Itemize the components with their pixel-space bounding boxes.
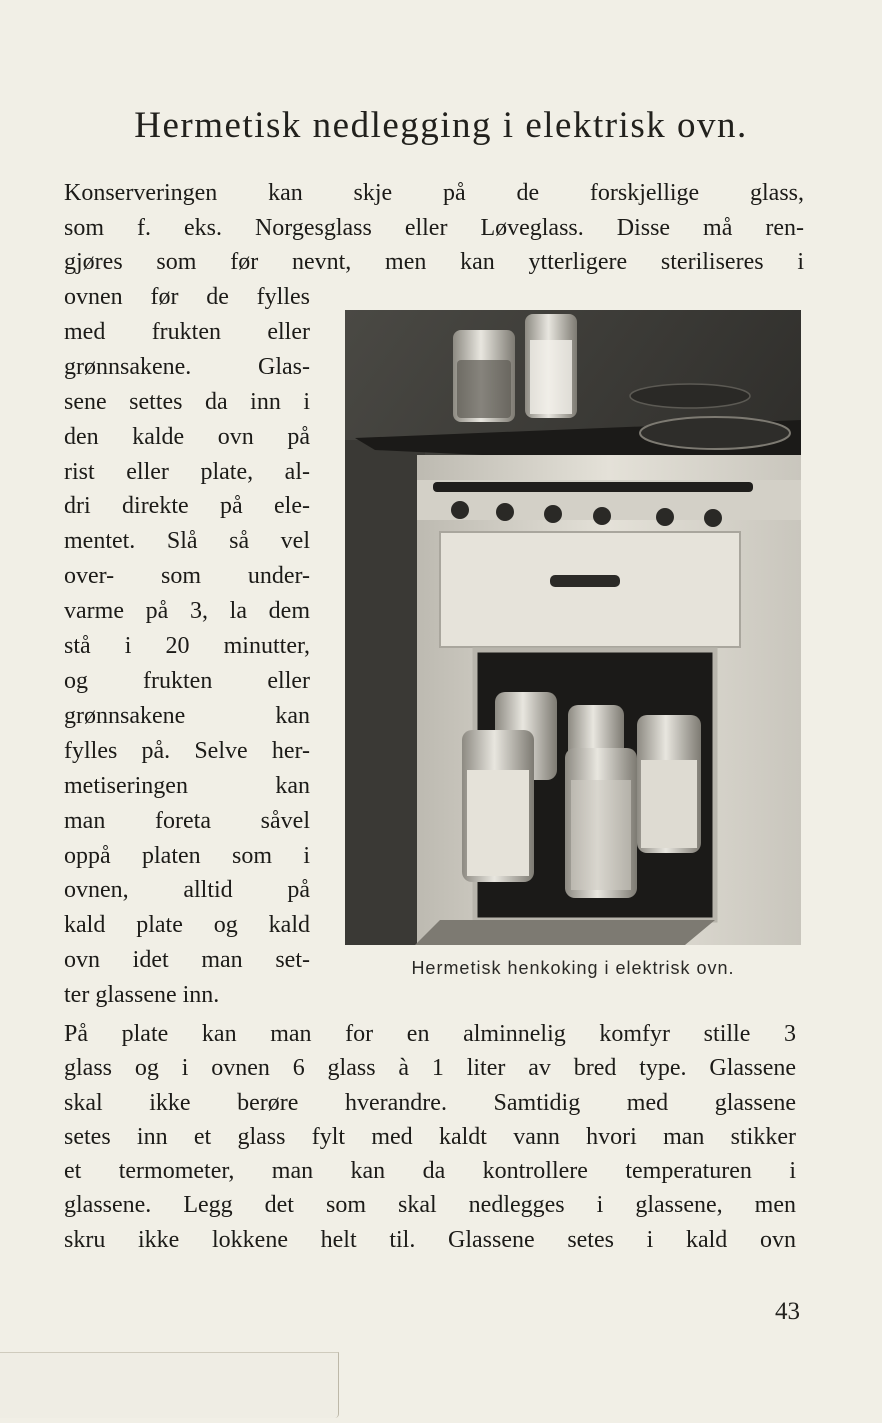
- text-line: den kalde ovn på: [64, 423, 310, 450]
- text-line: gjøres som før nevnt, men kan ytterligere steriliseres i: [64, 249, 804, 276]
- text-line: metiseringen kan: [64, 772, 310, 799]
- text-line: oppå platen som i: [64, 842, 310, 869]
- text-line: ovnen, alltid på: [64, 877, 310, 904]
- text-line: med frukten eller: [64, 318, 310, 345]
- text-line: På plate kan man for en alminnelig komfyr stille 3: [64, 1021, 796, 1047]
- text-line: skru ikke lokkene helt til. Glassene setes i kald ovn: [64, 1226, 796, 1253]
- text-line: grønnsakene. Glas-: [64, 353, 310, 380]
- text-line: skal ikke berøre hverandre. Samtidig med glassene: [64, 1089, 796, 1116]
- text-line: glassene. Legg det som skal nedlegges i glassene, men: [64, 1192, 796, 1219]
- text-line: ovnen før de fylles: [64, 284, 310, 310]
- hotplate: [640, 417, 790, 449]
- text-line: Konserveringen kan skje på de forskjellige glass,: [64, 180, 804, 206]
- oven-illustration: [345, 310, 801, 945]
- oven-door: [415, 920, 715, 945]
- warming-drawer: [440, 532, 740, 647]
- body-paragraph: [64, 1017, 796, 1257]
- text-line: kald plate og kald: [64, 912, 310, 939]
- text-line: rist eller plate, al-: [64, 458, 310, 485]
- text-line: som f. eks. Norgesglass eller Løveglass. Disse må ren-: [64, 214, 804, 241]
- text-line: og frukten eller: [64, 667, 310, 694]
- text-line: grønnsakene kan: [64, 702, 310, 729]
- text-line: over- som under-: [64, 563, 310, 590]
- oven-photo: [345, 310, 801, 945]
- text-line: stå i 20 minutter,: [64, 633, 310, 660]
- text-line: ovn idet man set-: [64, 947, 310, 974]
- text-line: mentet. Slå så vel: [64, 528, 310, 555]
- page-tab-edge: [0, 1352, 339, 1418]
- oven-handle-bar: [433, 482, 753, 492]
- hotplate: [630, 384, 750, 408]
- wall-shadow: [345, 440, 425, 945]
- text-line: sene settes da inn i: [64, 388, 310, 415]
- column-paragraph: [64, 280, 310, 1013]
- page-number: 43: [775, 1298, 800, 1325]
- text-line: fylles på. Selve her-: [64, 737, 310, 764]
- text-line: ter glassene inn.: [64, 982, 220, 1009]
- text-line: et termometer, man kan da kontrollere temperaturen i: [64, 1158, 796, 1185]
- text-line: dri direkte på ele-: [64, 493, 310, 520]
- text-line: glass og i ovnen 6 glass à 1 liter av bred type. Glassene: [64, 1055, 796, 1082]
- intro-paragraph: [64, 176, 804, 280]
- page-title: Hermetisk nedlegging i elektrisk ovn.: [134, 105, 748, 146]
- photo-caption: Hermetisk henkoking i elektrisk ovn.: [411, 958, 735, 978]
- text-line: man foreta såvel: [64, 807, 310, 834]
- text-line: setes inn et glass fylt med kaldt vann hvori man stikker: [64, 1123, 796, 1150]
- drawer-handle: [550, 575, 620, 587]
- text-line: varme på 3, la dem: [64, 598, 310, 625]
